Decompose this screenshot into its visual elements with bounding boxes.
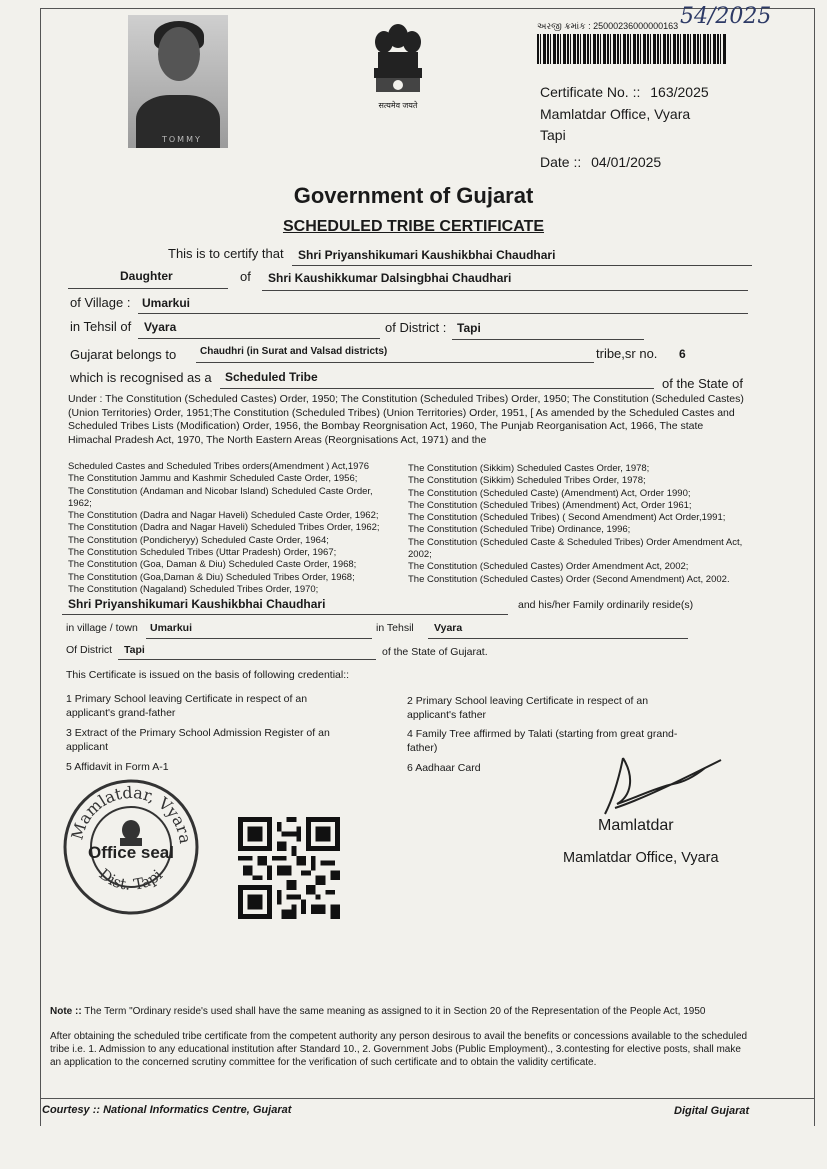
order-item: Scheduled Castes and Scheduled Tribes orders(Amendment ) Act,1976 [68, 461, 370, 472]
district-label: of District : [385, 320, 447, 335]
village-value: Umarkui [142, 296, 191, 310]
residence-village-label: in village / town [66, 622, 138, 634]
residence-district: Tapi [124, 644, 145, 656]
village-label: of Village : [70, 295, 131, 310]
credential-intro: This Certificate is issued on the basis of following credential:: [66, 669, 350, 681]
certificate-type: SCHEDULED TRIBE CERTIFICATE [282, 218, 545, 235]
date-row [540, 154, 661, 170]
applicant-photo: TOMMY [128, 15, 228, 148]
tehsil-label: in Tehsil of [70, 319, 132, 334]
tehsil-value: Vyara [144, 320, 177, 334]
recognised-label: which is recognised as a [70, 370, 212, 385]
order-item: The Constitution (Sikkim) Scheduled Tribes Order, 1978; [408, 475, 646, 487]
residence-state-label: of the State of Gujarat. [382, 646, 488, 658]
order-item: The Constitution (Scheduled Castes) Order (Second Amendment) Act, 2002. [408, 573, 730, 585]
credential-item: 1 Primary School leaving Certificate in respect of an applicant's grand-father [66, 693, 308, 719]
qr-code [238, 817, 340, 919]
office-seal-stamp [62, 778, 200, 916]
seal-top-text: Mamlatdar, Vyara [67, 782, 195, 845]
national-emblem-icon [368, 20, 428, 98]
after-text: After obtaining the scheduled tribe certificate from the competent authority any person desirous to avail the benefits or concessions available to the scheduled tribe i.e. 1. Admission to any educational institution after Standard 10., 2. Government Jobs (Public Employment)., 3.contesting for elective posts, shall make an application to the concerned scrutiny committee for the verification of such certificate and to obtain the validity certificate. [50, 1031, 748, 1068]
residence-village: Umarkui [150, 622, 193, 634]
recognised-value: Scheduled Tribe [225, 370, 318, 384]
applicant-name: Shri Priyanshikumari Kaushikbhai Chaudhari [298, 248, 556, 262]
relation: Daughter [120, 269, 173, 283]
order-item: The Constitution (Scheduled Caste) (Amendment) Act, Order 1990; [408, 487, 691, 499]
footer-courtesy: Courtesy :: National Informatics Centre, Gujarat [42, 1104, 292, 1116]
signatory-title: Mamlatdar [598, 817, 674, 834]
state-of-label: of the State of [662, 376, 743, 391]
handwritten-number: 54/2025 [680, 4, 772, 29]
order-item: The Constitution (Scheduled Castes) Order Amendment Act, 2002; [408, 561, 689, 573]
issuing-place: Tapi [540, 127, 566, 143]
certificate-number-row [540, 84, 709, 100]
family-reside-label: and his/her Family ordinarily reside(s) [518, 599, 694, 611]
credential-item: 3 Extract of the Primary School Admission Register of an applicant [66, 727, 330, 753]
footer-divider [40, 1098, 815, 1099]
note-text: The Term "Ordinary reside's used shall have the same meaning as assigned to it in Section 20 of the Representation of the People Act, 1950 [84, 1006, 706, 1017]
of-label: of [240, 269, 251, 284]
residence-tehsil: Vyara [434, 622, 463, 634]
order-item: The Constitution (Nagaland) Scheduled Tribes Order, 1970; [68, 583, 319, 595]
order-item: The Constitution (Scheduled Tribe) Ordinance, 1996; [408, 524, 631, 536]
orders-right-list [408, 463, 748, 586]
parent-name: Shri Kaushikkumar Dalsingbhai Chaudhari [268, 271, 512, 285]
order-item: The Constitution (Scheduled Tribes) ( Second Amendment) Act Order,1991; [408, 512, 726, 524]
seal-center-text: Office seal [88, 843, 174, 862]
order-item: The Constitution (Dadra and Nagar Haveli) Scheduled Caste Order, 1962; [68, 510, 379, 522]
tribe-sr-number: 6 [679, 347, 686, 361]
order-item: The Constitution (Goa, Daman & Diu) Scheduled Caste Order, 1968; [68, 559, 357, 571]
note [50, 1005, 750, 1018]
order-item: The Constitution (Sikkim) Scheduled Castes Order, 1978; [408, 463, 650, 474]
barcode [537, 34, 727, 64]
footer-digital-gujarat: Digital Gujarat [674, 1105, 750, 1117]
credential-item: 4 Family Tree affirmed by Talati (starting from great grand-father) [407, 728, 678, 754]
tribe-name: Chaudhri (in Surat and Valsad districts) [200, 346, 388, 357]
credential-item: 2 Primary School leaving Certificate in respect of an applicant's father [407, 695, 649, 721]
order-item: The Constitution (Andaman and Nicobar Island) Scheduled Caste Order, 1962; [68, 485, 373, 509]
issuing-office: Mamlatdar Office, Vyara [540, 106, 691, 122]
note-label: Note :: [50, 1006, 82, 1017]
residence-district-label: Of District [66, 644, 113, 656]
order-item: The Constitution (Goa,Daman & Diu) Scheduled Tribes Order, 1968; [68, 571, 355, 583]
credential-item: 6 Aadhaar Card [407, 762, 481, 774]
certificate-no-label: Certificate No. :: [540, 84, 641, 100]
certificate-no: 163/2025 [650, 84, 709, 100]
residence-tehsil-label: in Tehsil [376, 622, 414, 634]
under-text: Under : The Constitution (Scheduled Castes) Order, 1950; The Constitution (Scheduled Tribes) Order, 1950; The Constitution (Scheduled Castes) (Union Territories) Order, 1951;The Constitution (Scheduled Tribes) (Union Territories) Order, 1951, [ As amended by the Scheduled Castes and Scheduled Tribes Lists (Modification) Order, 1956, the Bombay Reorgnisation Act, 1960, The Punjab Reorganisation Act, 1966, The state Himachal Pradesh Act, 1970, The North Eastern Areas (Reorgnisations Act, 1971) and the [68, 393, 744, 446]
order-item: The Constitution (Pondicheryy) Scheduled Caste Order, 1964; [68, 534, 329, 546]
certify-label: This is to certify that [168, 246, 284, 261]
order-item: The Constitution (Dadra and Nagar Haveli) Scheduled Tribes Order, 1962; [68, 522, 380, 534]
signatory-office: Mamlatdar Office, Vyara [563, 850, 719, 866]
tribe-sr-label: tribe,sr no. [596, 346, 658, 361]
residence-applicant: Shri Priyanshikumari Kaushikbhai Chaudhari [68, 597, 326, 611]
district-value: Tapi [457, 321, 481, 335]
orders-left-list [68, 461, 398, 596]
page-title: Government of Gujarat [293, 183, 534, 208]
order-item: The Constitution (Scheduled Tribes) (Amendment) Act, Order 1961; [408, 499, 692, 511]
belongs-label: Gujarat belongs to [70, 347, 177, 362]
issue-date: 04/01/2025 [591, 154, 662, 170]
signature [595, 748, 725, 818]
date-label: Date :: [540, 154, 582, 170]
order-item: The Constitution (Scheduled Caste & Scheduled Tribes) Order Amendment Act, 2002; [408, 536, 743, 561]
order-item: The Constitution Jammu and Kashmir Scheduled Caste Order, 1956; [68, 473, 358, 485]
credential-item: 5 Affidavit in Form A-1 [66, 761, 169, 773]
svg-text:Dist. Tapi [96, 865, 167, 894]
order-item: The Constitution Scheduled Tribes (Uttar Pradesh) Order, 1967; [68, 547, 337, 559]
emblem-motto: सत्यमेव जयते [378, 101, 418, 110]
seal-bottom-text: Dist. Tapi [95, 865, 166, 894]
application-number: અરજી ક્રમાંક : 25000236000000163 [537, 21, 679, 31]
